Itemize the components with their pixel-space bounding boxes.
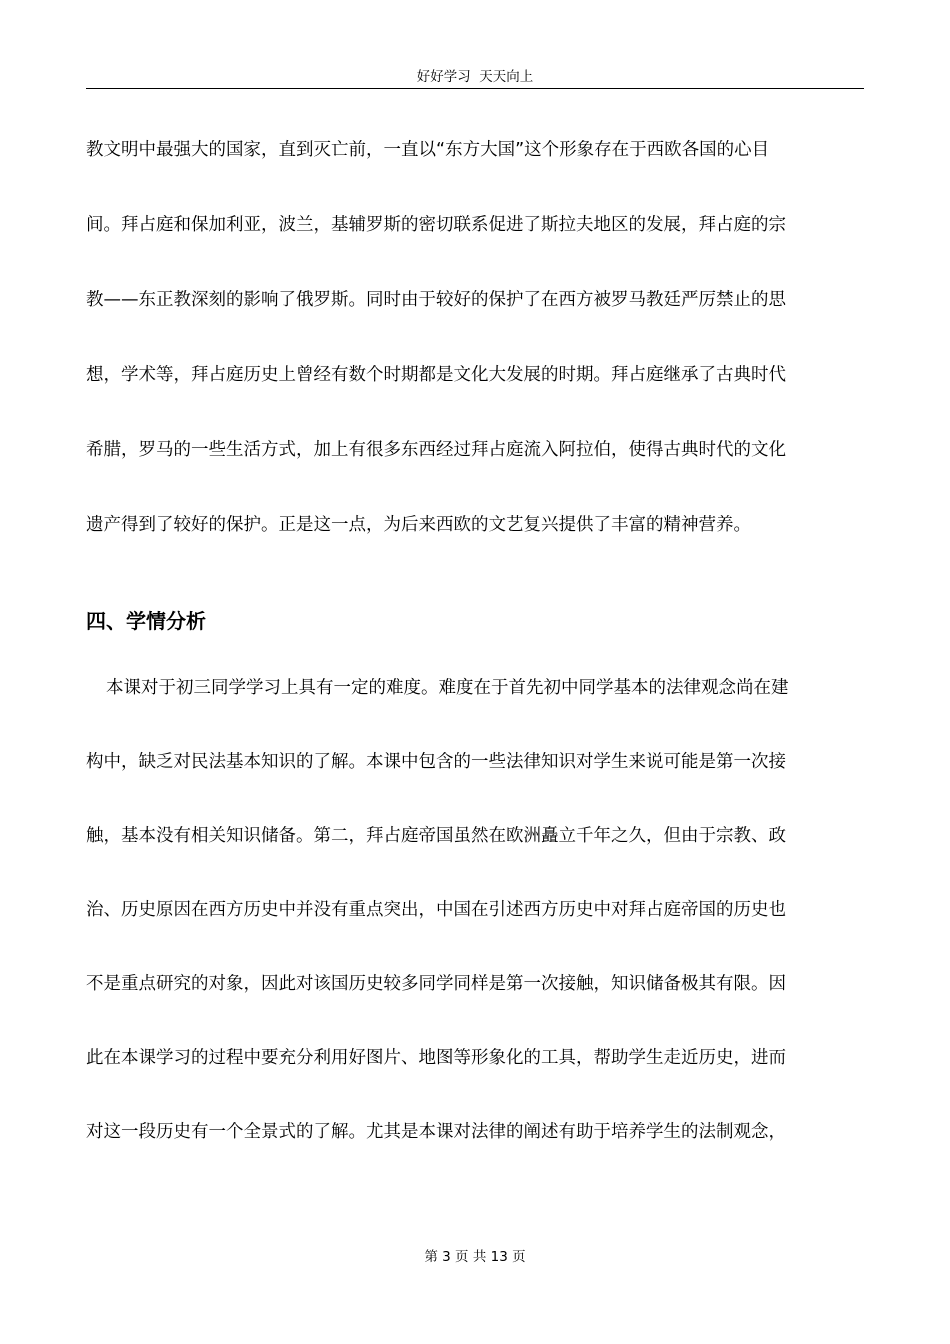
paragraph-line: 构中，缺乏对民法基本知识的了解。本课中包含的一些法律知识对学生来说可能是第一次接 bbox=[86, 752, 786, 772]
paragraph-line: 此在本课学习的过程中要充分利用好图片、地图等形象化的工具，帮助学生走近历史，进而 bbox=[86, 1048, 786, 1068]
paragraph-line: 不是重点研究的对象，因此对该国历史较多同学同样是第一次接触，知识储备极其有限。因 bbox=[86, 974, 786, 994]
section-heading: 四、学情分析 bbox=[86, 609, 206, 633]
paragraph-line: 教文明中最强大的国家，直到灭亡前，一直以“东方大国”这个形象存在于西欧各国的心目 bbox=[86, 140, 770, 160]
paragraph-line: 教——东正教深刻的影响了俄罗斯。同时由于较好的保护了在西方被罗马教廷严厉禁止的思 bbox=[86, 290, 786, 310]
paragraph-line: 想，学术等，拜占庭历史上曾经有数个时期都是文化大发展的时期。拜占庭继承了古典时代 bbox=[86, 365, 786, 385]
paragraph-line: 希腊，罗马的一些生活方式，加上有很多东西经过拜占庭流入阿拉伯，使得古典时代的文化 bbox=[86, 440, 786, 460]
page-footer bbox=[0, 1246, 950, 1268]
paragraph-line: 对这一段历史有一个全景式的了解。尤其是本课对法律的阐述有助于培养学生的法制观念， bbox=[86, 1122, 786, 1142]
paragraph-line: 触，基本没有相关知识储备。第二，拜占庭帝国虽然在欧洲矗立千年之久，但由于宗教、政 bbox=[86, 826, 786, 846]
paragraph-line: 治、历史原因在西方历史中并没有重点突出，中国在引述西方历史中对拜占庭帝国的历史也 bbox=[86, 900, 786, 920]
page-number: 第 3 页 共 13 页 bbox=[424, 1249, 526, 1265]
paragraph-line: 遗产得到了较好的保护。正是这一点，为后来西欧的文艺复兴提供了丰富的精神营养。 bbox=[86, 515, 751, 535]
header-text: 好好学习 天天向上 bbox=[416, 69, 534, 85]
paragraph-line: 本课对于初三同学学习上具有一定的难度。难度在于首先初中同学基本的法律观念尚在建 bbox=[106, 678, 789, 698]
paragraph-line: 间。拜占庭和保加利亚，波兰，基辅罗斯的密切联系促进了斯拉夫地区的发展，拜占庭的宗 bbox=[86, 215, 786, 235]
page-header bbox=[86, 66, 864, 89]
